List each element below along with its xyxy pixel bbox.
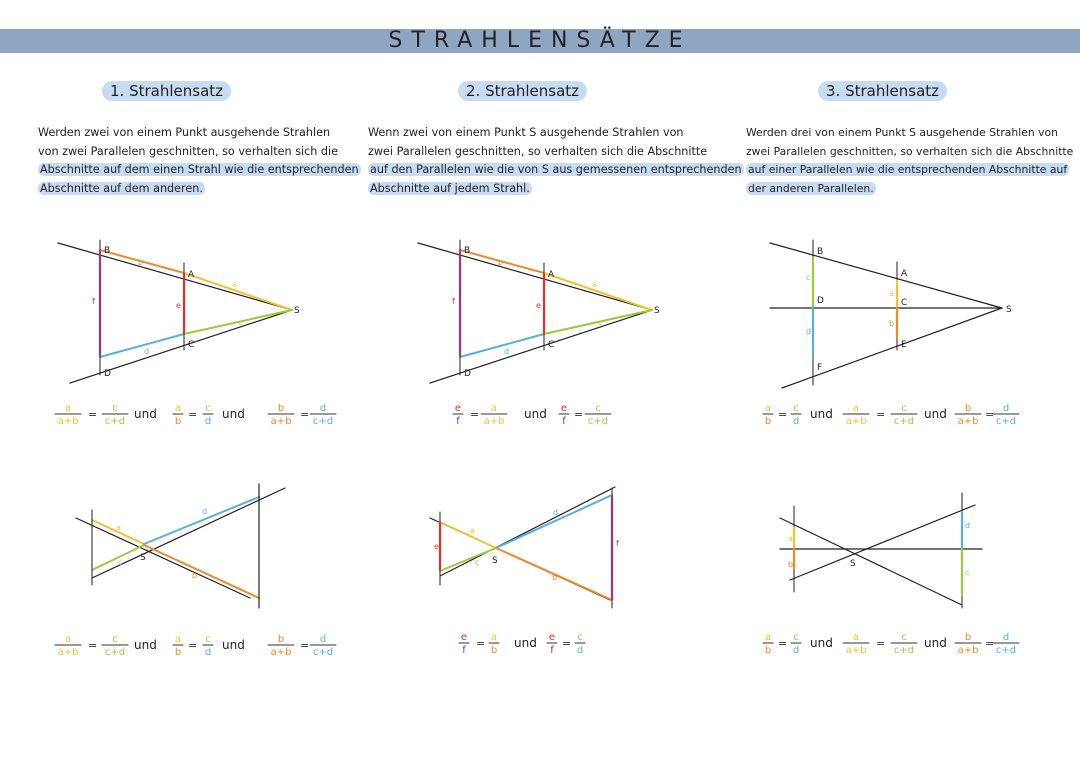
fraction-term: b [764,645,772,656]
fraction-sum: c+d [995,416,1017,427]
label-e: e [434,542,439,551]
fraction-d-cd [310,634,336,658]
label-b: b [498,258,504,267]
label-c: c [598,318,603,327]
fraction-c-d [575,632,585,656]
fraction-e-f [453,403,463,427]
point-s: S [1006,305,1012,315]
point-e: E [901,340,907,350]
point-a: A [548,270,555,280]
fraction-c-cd [102,403,128,427]
fraction-c-d [791,632,801,656]
label-f: f [616,539,619,548]
label-a: a [470,526,475,535]
fraction-c-d [203,634,213,658]
ray-top [770,243,1002,308]
text-line: Werden drei von einem Punkt S ausgehende Strahlen von [746,126,1058,139]
equals-sign: = [778,408,788,421]
label-f: f [452,297,455,306]
equals-sign: = [778,637,788,650]
fraction-term: a [64,634,72,645]
fraction-sum: c+d [104,647,126,658]
fraction-sum: a+b [57,416,79,427]
fraction-sum: c+d [893,416,915,427]
fraction-term: c [205,403,211,414]
segment-d [144,497,259,544]
segment-d [100,334,184,357]
ray-a [780,518,962,605]
label-f: f [92,297,95,306]
fraction-a-b [763,403,773,427]
text-line: auf einer Parallelen wie die entsprechenden Abschnitte auf [748,163,1068,176]
text-line: Wenn zwei von einem Punkt S ausgehende Strahlen von [368,126,684,139]
segment-a [544,273,652,310]
fraction-a-ab [55,634,81,658]
segment-d [460,334,544,357]
equals-sign: = [300,639,310,652]
text-line: der anderen Parallelen. [748,181,874,195]
fraction-c-d [203,403,213,427]
und-word: und [134,638,157,652]
ray-b [790,505,975,580]
equals-sign: = [88,408,98,421]
fraction-b-ab [268,403,294,427]
text-line: Abschnitte auf dem einen Strahl wie die entsprechenden [40,163,359,176]
fraction-c-cd [102,634,128,658]
fraction-term: b [964,403,972,414]
fraction-term: e [548,632,556,643]
equals-sign: = [300,408,310,421]
fraction-term: e [460,632,468,643]
und-word: und [222,638,245,652]
heading-strahlensatz-3: 3. Strahlensatz [818,81,947,101]
fraction-term: a [490,632,498,643]
und-word: und [810,407,833,421]
fraction-d-cd [993,403,1019,427]
fraction-d-cd [993,632,1019,656]
fraction-a-ab [481,403,507,427]
label-e: e [176,301,181,310]
fraction-term: d [319,634,327,645]
label-b: b [138,258,144,267]
label-d: d [553,508,559,517]
label-d: d [202,507,208,516]
fraction-b-ab [955,632,981,656]
fraction-sum: a+b [957,645,979,656]
label-e: e [536,301,541,310]
fraction-term: d [792,416,800,427]
fraction-term: b [174,647,182,658]
fraction-sum: a+b [957,416,979,427]
label-a: a [232,280,237,289]
fraction-term: c [793,632,799,643]
label-b: b [552,573,558,582]
label-d: d [144,347,150,356]
label-d: d [965,521,971,530]
fraction-b-ab [955,403,981,427]
fraction-sum: a+b [845,416,867,427]
equals-sign: = [876,637,886,650]
fraction-sum: c+d [995,645,1017,656]
equals-sign: = [985,408,995,421]
fraction-a-b [489,632,499,656]
point-s: S [654,306,660,316]
ray-a [76,518,250,598]
point-c: C [548,340,555,350]
segment-d [496,495,612,548]
fraction-term: c [901,632,907,643]
label-a: a [889,289,894,298]
equals-sign: = [188,639,198,652]
text-line: auf den Parallelen wie die von S aus gemessenen entsprechenden [370,163,742,176]
fraction-term: b [764,416,772,427]
point-s: S [850,559,856,569]
point-s: S [492,556,498,566]
und-word: und [924,407,947,421]
text-line: Werden zwei von einem Punkt ausgehende Strahlen [38,126,331,139]
fraction-term: a [490,403,498,414]
fraction-sum: a+b [270,647,292,658]
point-c: C [901,298,908,308]
point-b: B [464,246,471,256]
label-c: c [965,568,970,577]
fraction-term: b [277,403,285,414]
text-line: zwei Parallelen geschnitten, so verhalten sich die Abschnitte [746,144,1074,158]
fraction-sum: c+d [312,647,334,658]
fraction-a-ab [843,403,869,427]
fraction-term: a [764,403,772,414]
page-title: STRAHLENSÄTZE [388,28,692,53]
point-c: C [188,340,195,350]
fraction-c-d [791,403,801,427]
point-b: B [817,247,824,257]
fraction-c-cd [891,632,917,656]
fraction-term: d [576,645,584,656]
fraction-a-ab [55,403,81,427]
und-word: und [810,636,833,650]
point-s: S [294,306,300,316]
point-d: D [817,296,824,306]
equals-sign: = [88,639,98,652]
fraction-term: a [64,403,72,414]
label-d: d [806,327,812,336]
fraction-sum: c+d [312,416,334,427]
fraction-term: c [595,403,601,414]
text-line: Abschnitte auf dem anderen. [40,181,203,195]
fraction-term: d [792,645,800,656]
equals-sign: = [188,408,198,421]
fraction-term: b [277,634,285,645]
segment-a [184,273,292,310]
equals-sign: = [476,637,486,650]
und-word: und [524,407,547,421]
label-a: a [116,523,121,532]
fraction-term: e [560,403,568,414]
text-line: von zwei Parallelen geschnitten, so verhalten sich die [38,144,339,158]
fraction-a-ab [843,632,869,656]
fraction-term: c [205,634,211,645]
fraction-term: c [577,632,583,643]
fraction-e-f [559,403,569,427]
fraction-b-ab [268,634,294,658]
fraction-sum: c+d [104,416,126,427]
label-b: b [889,319,895,328]
fraction-sum: c+d [893,645,915,656]
label-c: c [475,558,480,567]
text-line: Abschnitte auf jedem Strahl. [370,181,530,195]
und-word: und [924,636,947,650]
und-word: und [222,407,245,421]
fraction-term: d [204,647,212,658]
fraction-term: b [490,645,498,656]
fraction-term: a [174,634,182,645]
fraction-term: d [319,403,327,414]
label-b: b [192,571,198,580]
fraction-term: e [454,403,462,414]
fraction-term: d [1002,632,1010,643]
fraction-term: c [793,403,799,414]
point-a: A [901,269,908,279]
label-a: a [592,280,597,289]
point-b: B [104,246,111,256]
fraction-term: f [456,416,460,427]
fraction-d-cd [310,403,336,427]
label-c: c [806,273,811,282]
label-d: d [504,347,510,356]
fraction-term: a [764,632,772,643]
segment-a [440,522,496,548]
point-a: A [188,270,195,280]
und-word: und [514,636,537,650]
und-word: und [134,407,157,421]
fraction-a-b [173,403,183,427]
fraction-term: a [852,403,860,414]
fraction-sum: a+b [483,416,505,427]
segment-c [440,548,496,571]
equals-sign: = [574,408,584,421]
label-a: a [788,534,793,543]
fraction-sum: a+b [845,645,867,656]
fraction-e-f [547,632,557,656]
fraction-sum: c+d [587,416,609,427]
fraction-term: c [112,403,118,414]
fraction-c-cd [585,403,611,427]
fraction-term: f [550,645,554,656]
fraction-term: f [462,645,466,656]
heading-strahlensatz-1: 1. Strahlensatz [102,81,231,101]
point-d: D [104,369,111,379]
fraction-term: c [901,403,907,414]
fraction-term: a [174,403,182,414]
label-c: c [238,318,243,327]
fraction-term: c [112,634,118,645]
equals-sign: = [562,637,572,650]
fraction-term: a [852,632,860,643]
fraction-term: b [174,416,182,427]
heading-strahlensatz-2: 2. Strahlensatz [458,81,587,101]
fraction-term: b [964,632,972,643]
equals-sign: = [876,408,886,421]
fraction-e-f [459,632,469,656]
fraction-sum: a+b [57,647,79,658]
label-b: b [788,560,794,569]
equals-sign: = [470,408,480,421]
point-d: D [464,369,471,379]
fraction-term: d [204,416,212,427]
segment-b [144,545,259,598]
fraction-c-cd [891,403,917,427]
label-c: c [118,558,123,567]
fraction-a-b [173,634,183,658]
equals-sign: = [985,637,995,650]
text-line: zwei Parallelen geschnitten, so verhalten sich die Abschnitte [368,144,708,158]
point-s: S [140,553,146,563]
fraction-term: d [1002,403,1010,414]
fraction-term: f [562,416,566,427]
point-f: F [817,363,823,373]
fraction-a-b [763,632,773,656]
fraction-sum: a+b [270,416,292,427]
